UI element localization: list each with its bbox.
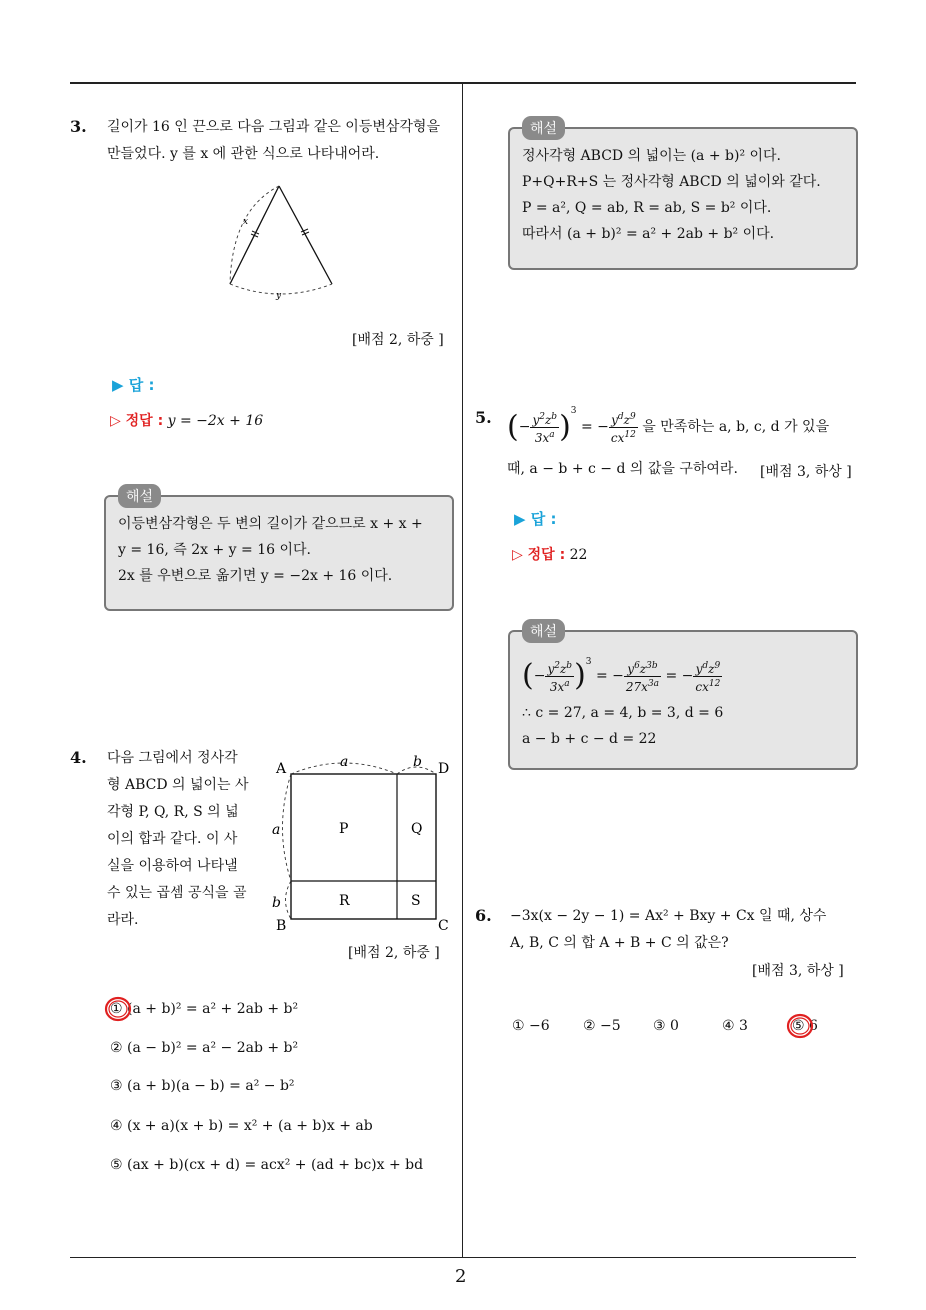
square-abcd-figure <box>268 752 458 937</box>
question-4-option-1[interactable]: ① (a + b)² = a² + 2ab + b² <box>110 1001 299 1017</box>
correct-label: ▷ 정답 : <box>512 547 566 563</box>
question-5-number: 5. <box>475 408 492 427</box>
solution-line: 따라서 (a + b)² = a² + 2ab + b² 이다. <box>522 226 775 242</box>
selected-answer-circle <box>784 1011 816 1041</box>
question-4-line: 수 있는 곱셈 공식을 골 <box>107 885 247 901</box>
question-5-answer-label: ▶ 답 : <box>514 510 557 528</box>
solution-line: a − b + c − d = 22 <box>522 730 657 747</box>
solution-line: y = 16, 즉 2x + y = 16 이다. <box>118 542 311 558</box>
region-q: Q <box>411 821 423 837</box>
question-4-line: 라라. <box>107 912 139 928</box>
vertex-a: A <box>276 761 287 777</box>
question-4-number: 4. <box>70 748 87 767</box>
solution-tag: 해설 <box>118 484 161 508</box>
question-3-line2: 만들었다. y 를 x 에 관한 식으로 나타내어라. <box>107 146 380 162</box>
question-3-solution-box <box>104 489 454 611</box>
vertex-d: D <box>438 761 450 777</box>
question-5-text: 을 만족하는 a, b, c, d 가 있을 <box>642 419 830 435</box>
question-5-line2: 때, a − b + c − d 의 값을 구하여라. <box>507 461 738 477</box>
question-4-line: 실을 이용하여 나타낼 <box>107 858 238 874</box>
solution-line: 2x 를 우변으로 옮기면 y = −2x + 16 이다. <box>118 568 393 584</box>
question-3-number: 3. <box>70 117 87 136</box>
solution-line: ∴ c = 27, a = 4, b = 3, d = 6 <box>522 704 724 721</box>
question-4-line: 이의 합과 같다. 이 사 <box>107 831 238 847</box>
question-6-option-2[interactable]: ② −5 <box>583 1018 621 1034</box>
question-5-correct <box>512 544 587 564</box>
solution-line: P+Q+R+S 는 정사각형 ABCD 의 넓이와 같다. <box>522 174 821 190</box>
solution-tag: 해설 <box>522 619 565 643</box>
solution-line: 정사각형 ABCD 의 넓이는 (a + b)² 이다. <box>522 148 782 164</box>
bottom-rule <box>70 1257 856 1258</box>
question-4-text <box>107 745 267 934</box>
question-6-number: 6. <box>475 906 492 925</box>
question-4-score: [배점 2, 하중 ] <box>348 945 440 961</box>
question-3-correct <box>110 410 263 430</box>
vertex-b: B <box>276 918 287 934</box>
correct-value: 22 <box>569 547 588 563</box>
question-4-line: 다음 그림에서 정사각 <box>107 750 238 766</box>
question-6-option-4[interactable]: ④ 3 <box>722 1018 748 1034</box>
question-4-option-4[interactable]: ④ (x + a)(x + b) = x² + (a + b)x + ab <box>110 1118 373 1134</box>
equals-sign: = <box>580 419 593 435</box>
question-5-equation: (− $\frac{y^2z^b}{3x^a}$ )$^3$ = − $\frac{y^dz^9}{cx^{12}}$ 을 만족하는 a, b, c, d 가 있을 <box>507 406 830 445</box>
label-b-left: b <box>272 895 281 911</box>
selected-answer-circle <box>102 994 134 1024</box>
question-4-line: 각형 P, Q, R, S 의 넓 <box>107 804 239 820</box>
question-3-score: [배점 2, 하중 ] <box>352 332 444 348</box>
question-6-line2: A, B, C 의 합 A + B + C 의 값은? <box>510 935 729 951</box>
question-5-score: [배점 3, 하상 ] <box>760 464 852 480</box>
label-a-top: a <box>340 754 349 770</box>
region-s: S <box>411 893 421 909</box>
question-4-solution-box <box>508 121 858 270</box>
column-divider <box>462 82 463 1258</box>
question-4-option-3[interactable]: ③ (a + b)(a − b) = a² − b² <box>110 1078 295 1094</box>
vertex-c: C <box>438 918 449 934</box>
question-6-option-3[interactable]: ③ 0 <box>653 1018 679 1034</box>
solution-line: P = a², Q = ab, R = ab, S = b² 이다. <box>522 200 772 216</box>
correct-label: ▷ 정답 : <box>110 413 164 429</box>
label-b-top: b <box>413 754 422 770</box>
isosceles-triangle-figure <box>222 180 342 304</box>
top-rule <box>70 82 856 84</box>
solution-tag: 해설 <box>522 116 565 140</box>
question-5-solution-box <box>508 624 858 770</box>
question-6-option-5[interactable]: ⑤ 6 <box>792 1018 818 1034</box>
question-4-option-2[interactable]: ② (a − b)² = a² − 2ab + b² <box>110 1040 299 1056</box>
solution-line: 이등변삼각형은 두 변의 길이가 같으므로 x + x + <box>118 516 423 532</box>
label-a-left: a <box>272 822 281 838</box>
region-r: R <box>339 893 350 909</box>
figure-y-label: y <box>276 291 282 301</box>
figure-x-label: x <box>243 217 249 227</box>
region-p: P <box>339 821 349 837</box>
question-3-line1: 길이가 16 인 끈으로 다음 그림과 같은 이등변삼각형을 <box>107 119 440 135</box>
question-4-line: 형 ABCD 의 넓이는 사 <box>107 777 249 793</box>
correct-value: y = −2x + 16 <box>167 413 264 429</box>
question-4-option-5[interactable]: ⑤ (ax + b)(cx + d) = acx² + (ad + bc)x + bd <box>110 1157 424 1173</box>
question-6-option-1[interactable]: ① −6 <box>512 1018 550 1034</box>
solution-equation: (− $\frac{y^2z^b}{3x^a}$ )$^3$ = − $\frac{y^6z^{3b}}{27x^{3a}}$ = − $\frac{y^dz^9}{cx^{12}}$ <box>522 657 721 694</box>
question-3-answer-label: ▶ 답 : <box>112 376 155 394</box>
page-number: 2 <box>455 1266 467 1287</box>
question-6-score: [배점 3, 하상 ] <box>752 963 844 979</box>
question-6-line1: −3x(x − 2y − 1) = Ax² + Bxy + Cx 일 때, 상수 <box>510 908 827 924</box>
